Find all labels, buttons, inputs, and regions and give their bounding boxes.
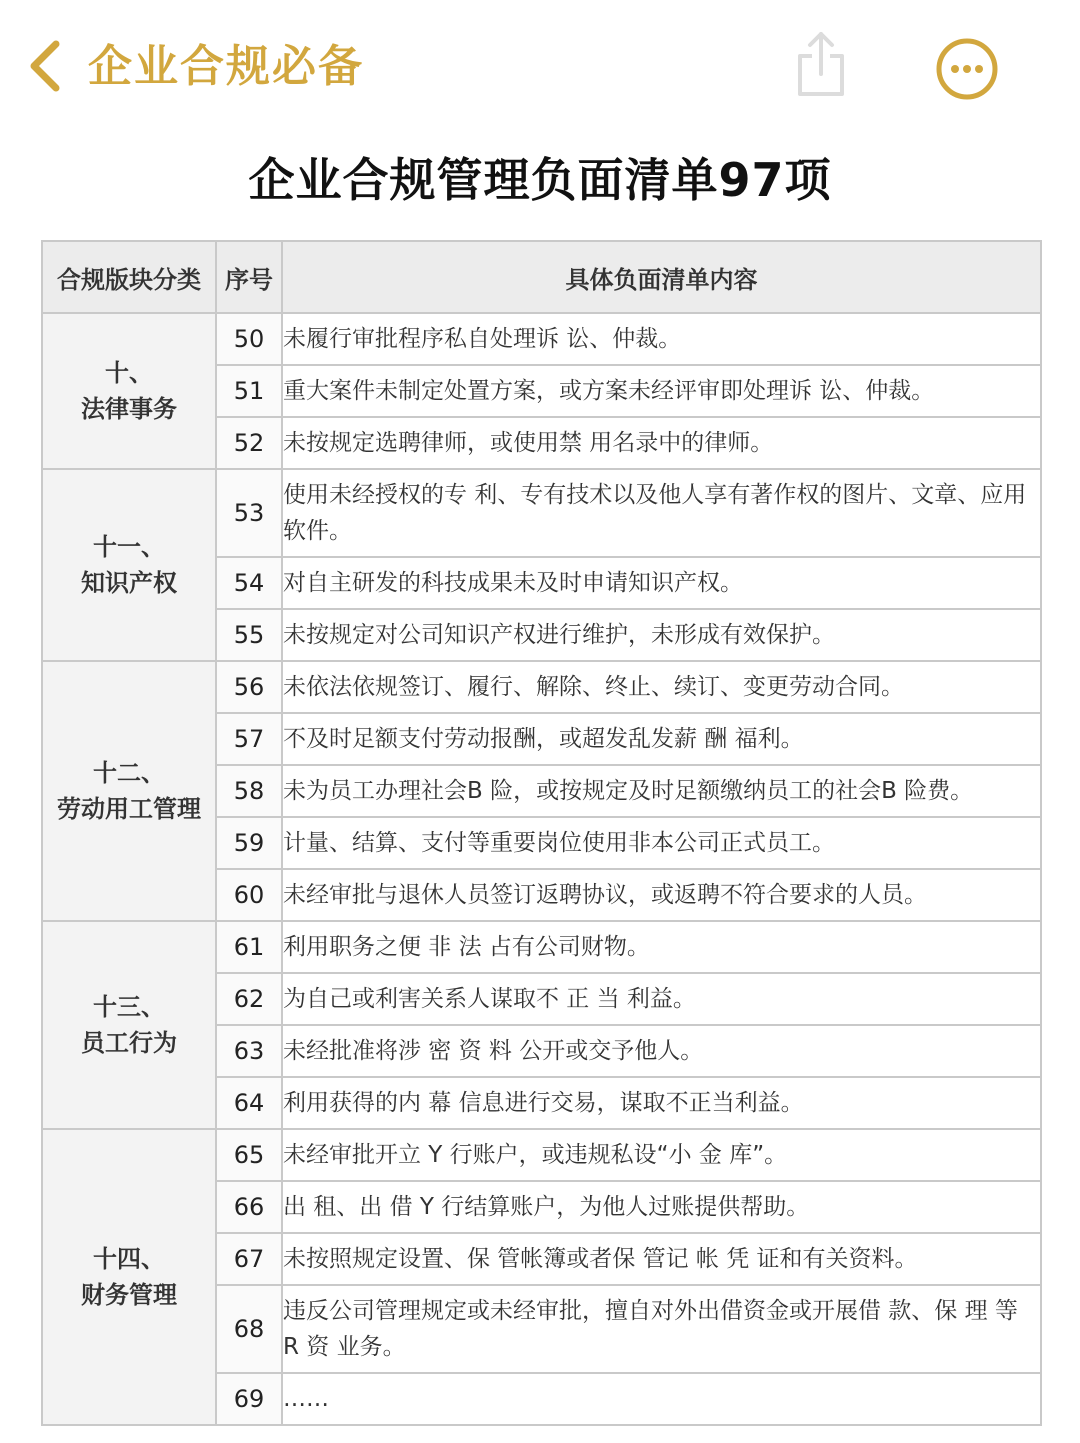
seq-cell: 54	[216, 557, 282, 609]
content-cell: 未经审批与退休人员签订返聘协议，或返聘不符合要求的人员。	[282, 869, 1041, 921]
table-row	[42, 921, 1041, 973]
seq-cell: 59	[216, 817, 282, 869]
header-content: 具体负面清单内容	[282, 241, 1041, 313]
seq-cell: 69	[216, 1373, 282, 1425]
category-number: 十三、	[93, 993, 165, 1021]
content-cell: 出 租、出 借 Y 行结算账户，为他人过账提供帮助。	[282, 1181, 1041, 1233]
more-button[interactable]	[934, 36, 1000, 102]
seq-cell: 64	[216, 1077, 282, 1129]
content-cell: ……	[282, 1373, 1041, 1425]
content-cell: 不及时足额支付劳动报酬，或超发乱发薪 酬 福利。	[282, 713, 1041, 765]
seq-cell: 60	[216, 869, 282, 921]
content-cell: 对自主研发的科技成果未及时申请知识产权。	[282, 557, 1041, 609]
content-cell: 未履行审批程序私自处理诉 讼、仲裁。	[282, 313, 1041, 365]
header-seq: 序号	[216, 241, 282, 313]
content-cell: 利用职务之便 非 法 占有公司财物。	[282, 921, 1041, 973]
negative-list-table	[41, 240, 1042, 1426]
table-row	[42, 661, 1041, 713]
table-row	[42, 469, 1041, 557]
seq-cell: 50	[216, 313, 282, 365]
category-name: 员工行为	[81, 1029, 177, 1057]
category-name: 法律事务	[81, 395, 177, 423]
document-title: 企业合规管理负面清单97项	[248, 153, 832, 207]
category-cell-conduct	[42, 921, 216, 1129]
category-number: 十一、	[93, 533, 165, 561]
category-cell-legal	[42, 313, 216, 469]
seq-cell: 55	[216, 609, 282, 661]
category-cell-finance	[42, 1129, 216, 1425]
content-cell: 重大案件未制定处置方案，或方案未经评审即处理诉 讼、仲裁。	[282, 365, 1041, 417]
content-cell: 利用获得的内 幕 信息进行交易，谋取不正当利益。	[282, 1077, 1041, 1129]
header-category: 合规版块分类	[42, 241, 216, 313]
share-icon	[790, 30, 852, 100]
content-cell: 未按规定对公司知识产权进行维护，未形成有效保护。	[282, 609, 1041, 661]
seq-cell: 68	[216, 1285, 282, 1373]
content-cell: 计量、结算、支付等重要岗位使用非本公司正式员工。	[282, 817, 1041, 869]
seq-cell: 57	[216, 713, 282, 765]
seq-cell: 67	[216, 1233, 282, 1285]
content-cell: 为自己或利害关系人谋取不 正 当 利益。	[282, 973, 1041, 1025]
page-title: 企业合规必备	[88, 41, 364, 92]
table-row	[42, 313, 1041, 365]
seq-cell: 63	[216, 1025, 282, 1077]
table-header-row	[42, 241, 1041, 313]
table-row	[42, 1129, 1041, 1181]
content-cell: 未经审批开立 Y 行账户，或违规私设“小 金 库”。	[282, 1129, 1041, 1181]
content-cell: 未为员工办理社会B 险，或按规定及时足额缴纳员工的社会B 险费。	[282, 765, 1041, 817]
seq-cell: 58	[216, 765, 282, 817]
content-cell: 未按照规定设置、保 管帐簿或者保 管记 帐 凭 证和有关资料。	[282, 1233, 1041, 1285]
category-cell-ip	[42, 469, 216, 661]
app-header	[0, 0, 1080, 130]
category-number: 十、	[105, 359, 153, 387]
share-button[interactable]	[790, 30, 852, 100]
content-cell: 未依法依规签订、履行、解除、终止、续订、变更劳动合同。	[282, 661, 1041, 713]
content-cell: 未按规定选聘律师，或使用禁 用名录中的律师。	[282, 417, 1041, 469]
seq-cell: 66	[216, 1181, 282, 1233]
more-dots-icon	[934, 36, 1000, 102]
seq-cell: 61	[216, 921, 282, 973]
category-name: 知识产权	[81, 569, 177, 597]
category-name: 劳动用工管理	[57, 795, 201, 823]
seq-cell: 51	[216, 365, 282, 417]
seq-cell: 56	[216, 661, 282, 713]
category-name: 财务管理	[81, 1281, 177, 1309]
chevron-left-icon	[22, 36, 72, 96]
seq-cell: 53	[216, 469, 282, 557]
content-cell: 违反公司管理规定或未经审批，擅自对外出借资金或开展借 款、保 理 等 R 资 业务。	[282, 1285, 1041, 1373]
back-button[interactable]	[22, 36, 72, 96]
content-cell: 未经批准将涉 密 资 料 公开或交予他人。	[282, 1025, 1041, 1077]
seq-cell: 62	[216, 973, 282, 1025]
category-number: 十四、	[93, 1245, 165, 1273]
category-number: 十二、	[93, 759, 165, 787]
content-cell: 使用未经授权的专 利、专有技术以及他人享有著作权的图片、文章、应用软件。	[282, 469, 1041, 557]
seq-cell: 65	[216, 1129, 282, 1181]
category-cell-labor	[42, 661, 216, 921]
seq-cell: 52	[216, 417, 282, 469]
